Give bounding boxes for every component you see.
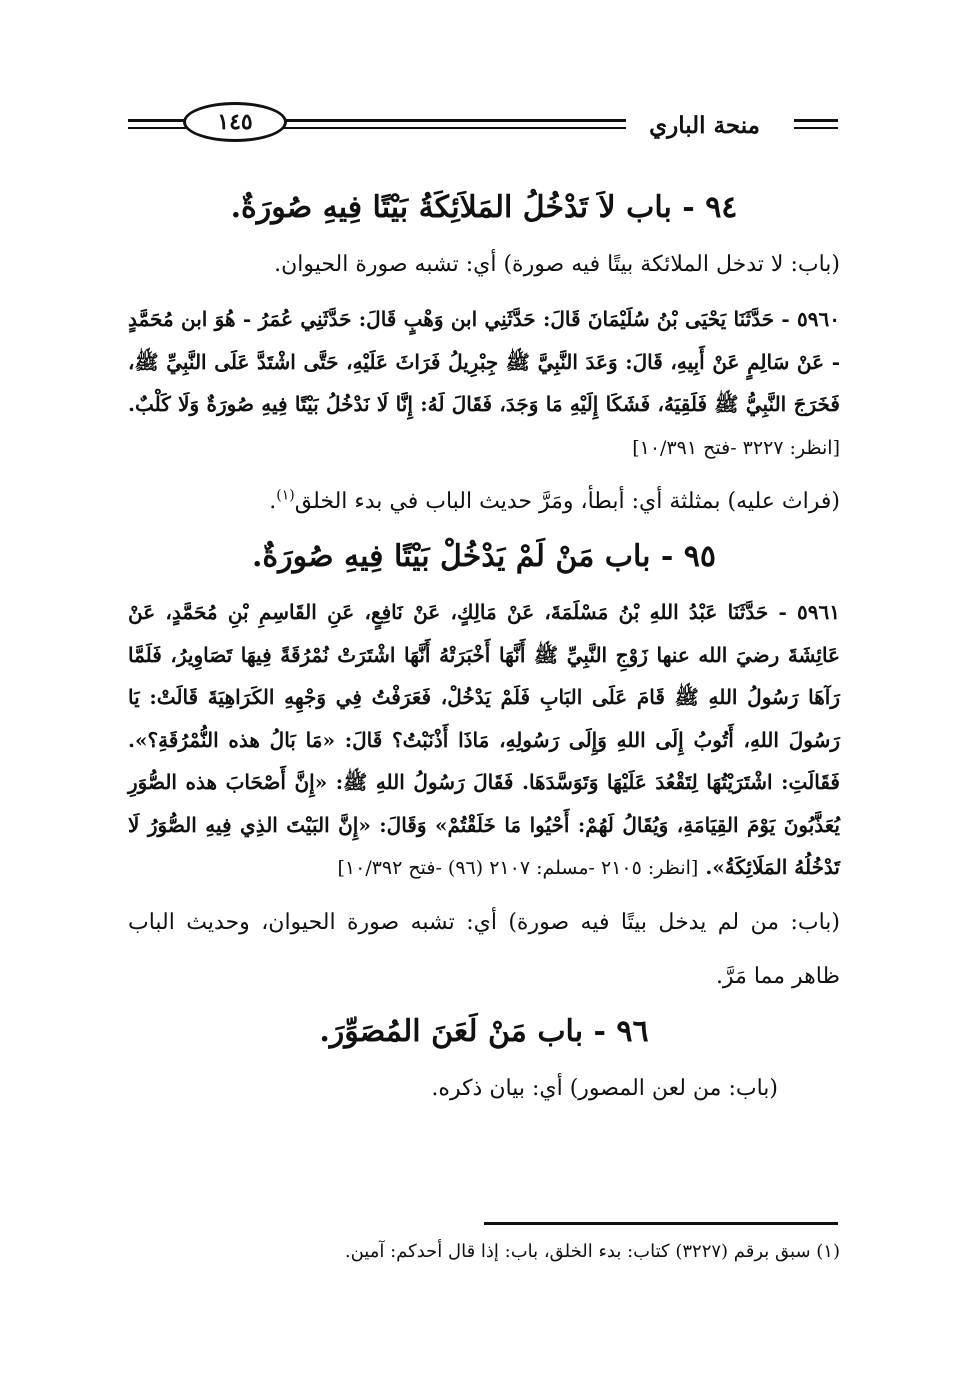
commentary-94-intro: (باب: لا تدخل الملائكة بيتًا فيه صورة) أي: تشبه صورة الحيوان. xyxy=(274,252,840,277)
chapter-heading-96: ٩٦ - باب مَنْ لَعَنَ المُصَوِّرَ. xyxy=(319,1013,649,1049)
header-rule-right-top xyxy=(794,119,838,122)
running-header xyxy=(128,98,838,160)
commentary-96: (باب: من لعن المصور) أي: بيان ذكره. xyxy=(431,1075,778,1101)
footnote: (١) سبق برقم (٣٢٢٧) كتاب: بدء الخلق، باب: إذا قال أحدكم: آمين. xyxy=(344,1241,840,1262)
chapter-heading-95: ٩٥ - باب مَنْ لَمْ يَدْخُلْ بَيْتًا فِيهِ صُورَةٌ. xyxy=(251,539,717,574)
book-title: منحة الباري xyxy=(649,112,760,139)
page-number: ١٤٥ xyxy=(183,102,287,142)
hadith-5960-text: ٥٩٦٠ - حَدَّثَنَا يَحْيَى بْنُ سُلَيْمَانَ قَالَ: حَدَّثَنِي ابن وَهْبٍ قَالَ: حَدَّثَنِي عُمَرُ - هُوَ ابن مُحَمَّدٍ - عَنْ سَالِمٍ عَنْ أَبِيهِ، قَالَ: وَعَدَ النَّبِيَّ ﷺ جِبْرِيلُ فَرَاثَ عَلَيْهِ، حَتَّى اشْتَدَّ عَلَى النَّبِيِّ ﷺ، فَخَرَجَ النَّبِيُّ ﷺ فَلَقِيَهُ، فَشَكَا إِلَيْهِ مَا وَجَدَ، فَقَالَ لَهُ: إِنَّا لَا نَدْخُلُ بَيْتًا فِيهِ صُورَةٌ وَلَا كَلْبٌ. xyxy=(128,307,840,416)
header-rule-right-bottom xyxy=(794,127,838,129)
commentary-94-end: . xyxy=(269,489,277,514)
hadith-5960-reference: [انظر: ٣٢٢٧ -فتح ١٠/٣٩١] xyxy=(632,436,840,459)
page-body xyxy=(128,180,840,1116)
hadith-5961-reference: [انظر: ٢١٠٥ -مسلم: ٢١٠٧ (٩٦) -فتح ١٠/٣٩٢] xyxy=(337,857,699,879)
commentary-95: (باب: من لم يدخل بيتًا فيه صورة) أي: تشبه صورة الحيوان، وحديث الباب ظاهر مما مَرَّ. xyxy=(128,909,840,989)
header-rule-left-top xyxy=(128,119,186,122)
hadith-5961-text: ٥٩٦١ - حَدَّثَنَا عَبْدُ اللهِ بْنُ مَسْلَمَةَ، عَنْ مَالِكٍ، عَنْ نَافِعٍ، عَنِ القَاسِمِ بْنِ مُحَمَّدٍ، عَنْ عَائِشَةَ رضيَ الله عنها زَوْجِ النَّبِيِّ ﷺ أَنَّهَا أَخْبَرَتْهُ أَنَّهَا اشْتَرَتْ نُمْرُقَةً فِيهَا تَصَاوِيرُ، فَلَمَّا رَآهَا رَسُولُ اللهِ ﷺ قَامَ عَلَى البَابِ فَلَمْ يَدْخُلْ، فَعَرَفْتُ فِي وَجْهِهِ الكَرَاهِيَةَ قَالَتْ: يَا رَسُولَ اللهِ، أَتُوبُ إِلَى اللهِ وَإِلَى رَسُولِهِ، مَاذَا أَذْنَبْتُ؟ قَالَ: «مَا بَالُ هذه النُّمْرُقَةِ؟». فَقَالَتِ: اشْتَرَيْتُهَا لِتَقْعُدَ عَلَيْهَا وَتَوَسَّدَهَا. فَقَالَ رَسُولُ اللهِ ﷺ: «إِنَّ أَصْحَابَ هذه الصُّوَرِ يُعَذَّبُونَ يَوْمَ القِيَامَةِ، وَيُقَالُ لَهُمْ: أَحْيُوا مَا خَلَقْتُمْ» وَقَالَ: «إِنَّ البَيْتَ الذِي فِيهِ الصُّوَرُ لَا تَدْخُلُهُ المَلَائِكَةُ». xyxy=(128,600,840,879)
header-rule-middle-top xyxy=(278,119,626,122)
header-rule-left-bottom xyxy=(128,127,186,129)
commentary-94-text: (فراث عليه) بمثلثة أي: أبطأ، ومَرَّ حديث الباب في بدء الخلق xyxy=(294,489,840,514)
hadith-5961 xyxy=(128,591,840,890)
commentary-94-explanation xyxy=(128,475,840,529)
hadith-5960 xyxy=(128,298,840,469)
chapter-heading-94: ٩٤ - باب لاَ تَدْخُلُ المَلاَئِكَةُ بَيْتًا فِيهِ صُورَةٌ. xyxy=(230,190,738,225)
header-rule-middle-bottom xyxy=(278,127,626,129)
footnote-separator xyxy=(484,1222,838,1225)
footnote-marker: (١) xyxy=(276,487,295,504)
